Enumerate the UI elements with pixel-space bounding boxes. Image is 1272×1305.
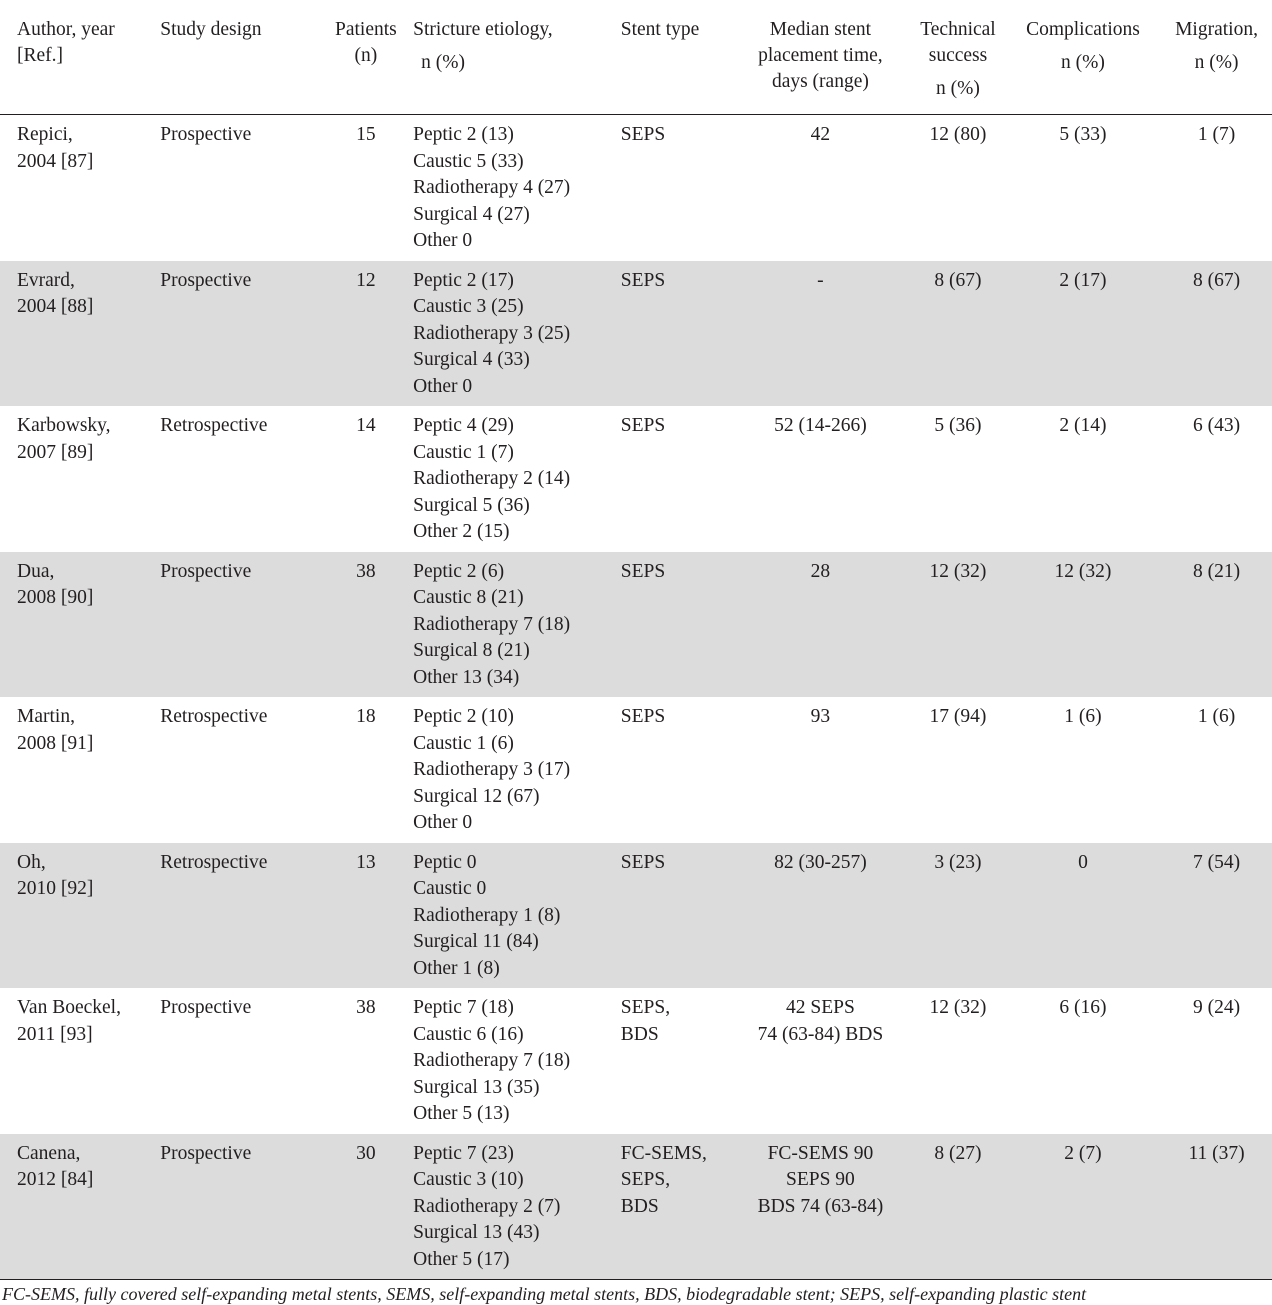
cell-design: Prospective: [160, 124, 252, 145]
cell-complications: 2 (14): [1059, 415, 1107, 436]
cell-migration: 6 (43): [1192, 415, 1241, 436]
cell-design: Retrospective: [160, 706, 268, 727]
cell-author: Oh, 2010 [92]: [17, 851, 94, 899]
cell-median-time: 42 SEPS 74 (63-84) BDS: [757, 997, 884, 1045]
cell-migration: 1 (7): [1197, 124, 1236, 145]
cell-etiology: Peptic 7 (18) Caustic 6 (16) Radiotherapy 7 (18) Surgical 13 (35) Other 5 (13): [413, 997, 571, 1124]
cell-technical-success: 5 (36): [934, 415, 982, 436]
cell-median-time: 82 (30-257): [774, 851, 867, 873]
cell-author: Canena, 2012 [84]: [17, 1142, 94, 1190]
cell-complications: 6 (16): [1059, 997, 1107, 1018]
cell-design: Retrospective: [160, 851, 268, 873]
cell-etiology: Peptic 0 Caustic 0 Radiotherapy 1 (8) Surgical 11 (84) Other 1 (8): [413, 851, 561, 979]
cell-complications: 1 (6): [1064, 706, 1102, 727]
header-etiology: Stricture etiology, n (%): [413, 19, 553, 73]
cell-author: Evrard, 2004 [88]: [17, 269, 94, 317]
cell-technical-success: 3 (23): [934, 851, 982, 873]
cell-migration: 9 (24): [1192, 997, 1241, 1018]
cell-stent-type: FC-SEMS, SEPS, BDS: [620, 1142, 707, 1217]
cell-design: Prospective: [160, 1142, 252, 1164]
cell-patients: 18: [356, 706, 376, 727]
cell-median-time: 42: [810, 124, 831, 145]
table-row: [0, 1134, 1272, 1280]
cell-complications: 0: [1078, 851, 1088, 873]
header-technical-success: Technical success n (%): [920, 19, 996, 99]
header-patients: Patients (n): [334, 19, 397, 66]
cell-stent-type: SEPS: [620, 560, 666, 582]
header-migration: Migration, n (%): [1175, 19, 1258, 73]
cell-complications: 2 (17): [1059, 269, 1107, 291]
cell-stent-type: SEPS, BDS: [620, 997, 671, 1045]
table-row: [0, 406, 1272, 552]
cell-median-time: 93: [810, 706, 831, 727]
cell-stent-type: SEPS: [620, 415, 666, 436]
cell-technical-success: 12 (32): [929, 560, 987, 582]
table-row: [0, 843, 1272, 989]
header-row: [0, 0, 1272, 115]
cell-author: Karbowsky, 2007 [89]: [17, 415, 111, 463]
cell-patients: 38: [356, 997, 376, 1018]
cell-etiology: Peptic 2 (10) Caustic 1 (6) Radiotherapy 3 (17) Surgical 12 (67) Other 0: [413, 706, 571, 833]
cell-technical-success: 12 (80): [929, 124, 987, 145]
cell-etiology: Peptic 2 (13) Caustic 5 (33) Radiotherapy 4 (27) Surgical 4 (27) Other 0: [413, 124, 571, 251]
table-footnote: FC-SEMS, fully covered self-expanding metal stents, SEMS, self-expanding metal stents, BDS, biodegradable stent; SEPS, self-expanding plastic stent: [2, 1284, 1087, 1304]
cell-patients: 15: [356, 124, 376, 145]
cell-author: Dua, 2008 [90]: [17, 560, 94, 608]
cell-etiology: Peptic 2 (17) Caustic 3 (25) Radiotherapy 3 (25) Surgical 4 (33) Other 0: [413, 269, 571, 397]
cell-patients: 13: [356, 851, 376, 873]
cell-migration: 7 (54): [1192, 851, 1241, 873]
cell-design: Retrospective: [160, 415, 268, 436]
cell-patients: 14: [356, 415, 376, 436]
cell-median-time: FC-SEMS 90 SEPS 90 BDS 74 (63-84): [757, 1142, 884, 1217]
cell-technical-success: 8 (27): [934, 1142, 982, 1164]
cell-migration: 1 (6): [1197, 706, 1236, 727]
cell-stent-type: SEPS: [620, 269, 666, 291]
cell-median-time: 52 (14-266): [774, 415, 867, 436]
cell-design: Prospective: [160, 269, 252, 291]
table-row: [0, 988, 1272, 1134]
cell-migration: 11 (37): [1188, 1142, 1245, 1164]
cell-migration: 8 (67): [1192, 269, 1241, 291]
cell-author: Repici, 2004 [87]: [17, 124, 94, 172]
cell-patients: 30: [356, 1142, 376, 1164]
header-design: Study design: [160, 19, 262, 40]
table-row: [0, 552, 1272, 698]
cell-stent-type: SEPS: [620, 851, 666, 873]
table-row: [0, 115, 1272, 261]
cell-patients: 12: [356, 269, 376, 291]
cell-etiology: Peptic 2 (6) Caustic 8 (21) Radiotherapy 7 (18) Surgical 8 (21) Other 13 (34): [413, 560, 571, 688]
header-author: Author, year [Ref.]: [17, 19, 115, 66]
cell-author: Van Boeckel, 2011 [93]: [17, 997, 121, 1045]
cell-technical-success: 17 (94): [929, 706, 987, 727]
cell-patients: 38: [356, 560, 376, 582]
cell-median-time: -: [817, 269, 824, 291]
cell-author: Martin, 2008 [91]: [17, 706, 94, 754]
header-complications: Complications n (%): [1026, 19, 1140, 73]
header-stent-type: Stent type: [620, 19, 700, 40]
header-median-time: Median stent placement time, days (range): [758, 19, 883, 92]
cell-technical-success: 12 (32): [929, 997, 987, 1018]
cell-median-time: 28: [810, 560, 831, 582]
cell-migration: 8 (21): [1192, 560, 1241, 582]
cell-stent-type: SEPS: [620, 706, 666, 727]
table-row: [0, 697, 1272, 843]
cell-design: Prospective: [160, 997, 252, 1018]
table-row: [0, 261, 1272, 407]
cell-stent-type: SEPS: [620, 124, 666, 145]
cell-etiology: Peptic 4 (29) Caustic 1 (7) Radiotherapy 2 (14) Surgical 5 (36) Other 2 (15): [413, 415, 571, 542]
cell-complications: 5 (33): [1059, 124, 1107, 145]
cell-etiology: Peptic 7 (23) Caustic 3 (10) Radiotherapy 2 (7) Surgical 13 (43) Other 5 (17): [413, 1142, 561, 1270]
cell-design: Prospective: [160, 560, 252, 582]
cell-technical-success: 8 (67): [934, 269, 982, 291]
cell-complications: 2 (7): [1064, 1142, 1102, 1164]
cell-complications: 12 (32): [1054, 560, 1112, 582]
